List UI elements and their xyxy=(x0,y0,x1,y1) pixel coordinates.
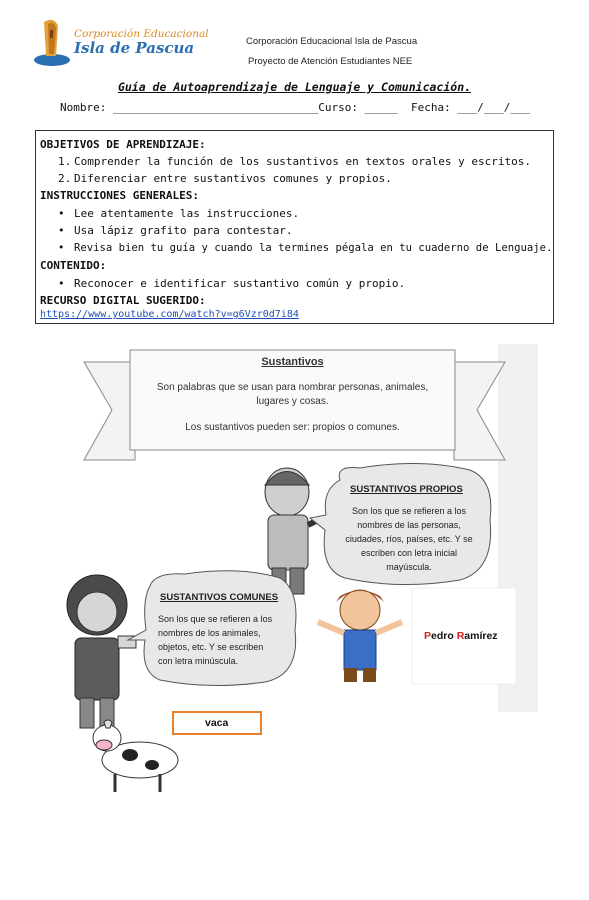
instructions-heading: INSTRUCCIONES GENERALES: xyxy=(40,189,199,202)
resource-link[interactable]: https://www.youtube.com/watch?v=g6Vzr0d7i84 xyxy=(40,309,299,320)
bubble-line: con letra minúscula. xyxy=(158,656,239,666)
project-line: Proyecto de Atención Estudiantes NEE xyxy=(248,56,413,67)
logo-main-text: Isla de Pascua xyxy=(74,39,195,57)
banner-left-tail xyxy=(84,362,135,460)
list-item xyxy=(58,207,299,220)
list-item xyxy=(58,277,405,290)
list-text: Lee atentamente las instrucciones. xyxy=(74,207,300,220)
page-title: Guía de Autoaprendizaje de Lenguaje y Comunicación. xyxy=(117,80,472,94)
objectives-heading: OBJETIVOS DE APRENDIZAJE: xyxy=(40,138,206,151)
name-rest: amírez xyxy=(464,630,498,642)
bubble-line: nombres de los animales, xyxy=(158,628,261,638)
list-marker: • xyxy=(58,242,65,254)
objectives-box xyxy=(35,130,554,324)
comunes-text xyxy=(158,612,288,668)
content-heading: CONTENIDO: xyxy=(40,259,107,272)
banner-line-1: Son palabras que se usan para nombrar personas, animales, xyxy=(156,382,429,393)
banner-line-3: Los sustantivos pueden ser: propios o comunes. xyxy=(185,422,400,433)
list-text: Diferenciar entre sustantivos comunes y propios. xyxy=(74,172,392,185)
bubble-line: ciudades, ríos, países, etc. Y se xyxy=(345,534,473,544)
org-line: Corporación Educacional Isla de Pascua xyxy=(246,36,418,47)
list-item xyxy=(58,242,552,254)
list-text: Usa lápiz grafito para contestar. xyxy=(74,224,293,237)
list-marker: • xyxy=(58,207,65,220)
moai-logo-icon xyxy=(32,16,76,68)
cow-figure xyxy=(93,720,178,792)
boy-figure-left xyxy=(67,575,136,728)
bubble-line: objetos, etc. Y se escriben xyxy=(158,642,264,652)
illustration-art xyxy=(0,340,589,810)
list-text: Reconocer e identificar sustantivo común y propio. xyxy=(74,277,406,290)
banner-line-2: lugares y cosas. xyxy=(256,396,329,407)
list-item xyxy=(58,224,293,237)
list-item xyxy=(58,172,392,185)
list-text: Comprender la función de los sustantivos en textos orales y escritos. xyxy=(74,155,531,168)
banner-title: Sustantivos xyxy=(261,356,324,368)
logo xyxy=(32,16,76,68)
bubble-line: Son los que se refieren a los xyxy=(351,506,467,516)
vaca-label: vaca xyxy=(205,717,229,729)
propios-text xyxy=(337,504,481,574)
list-marker: 1. xyxy=(58,155,72,168)
list-marker: 2. xyxy=(58,172,72,185)
banner-right-tail xyxy=(454,362,505,460)
list-marker: • xyxy=(58,277,65,290)
boy-figure-top xyxy=(265,468,322,594)
name-initial: R xyxy=(456,630,465,642)
bubble-line: escriben con letra inicial xyxy=(360,548,458,558)
bubble-line: nombres de las personas, xyxy=(357,520,461,530)
pedro-figure xyxy=(318,590,402,682)
list-text: Revisa bien tu guía y cuando la termines pégala en tu cuaderno de Lenguaje. xyxy=(74,242,553,254)
list-marker: • xyxy=(58,224,65,237)
propios-title: SUSTANTIVOS PROPIOS xyxy=(350,484,463,495)
comunes-title: SUSTANTIVOS COMUNES xyxy=(160,592,279,603)
name-rest: edro xyxy=(431,630,457,642)
logo-small-text: Corporación Educacional xyxy=(74,28,209,40)
pedro-name-tag xyxy=(424,630,498,642)
list-item xyxy=(58,155,531,168)
student-fields: Nombre: _______________________________Curso: _____ Fecha: ___/___/___ xyxy=(60,101,531,114)
name-initial: P xyxy=(424,630,432,642)
bubble-line: mayúscula. xyxy=(386,562,432,572)
bubble-line: Son los que se refieren a los xyxy=(158,614,273,624)
resource-heading: RECURSO DIGITAL SUGERIDO: xyxy=(40,294,206,307)
